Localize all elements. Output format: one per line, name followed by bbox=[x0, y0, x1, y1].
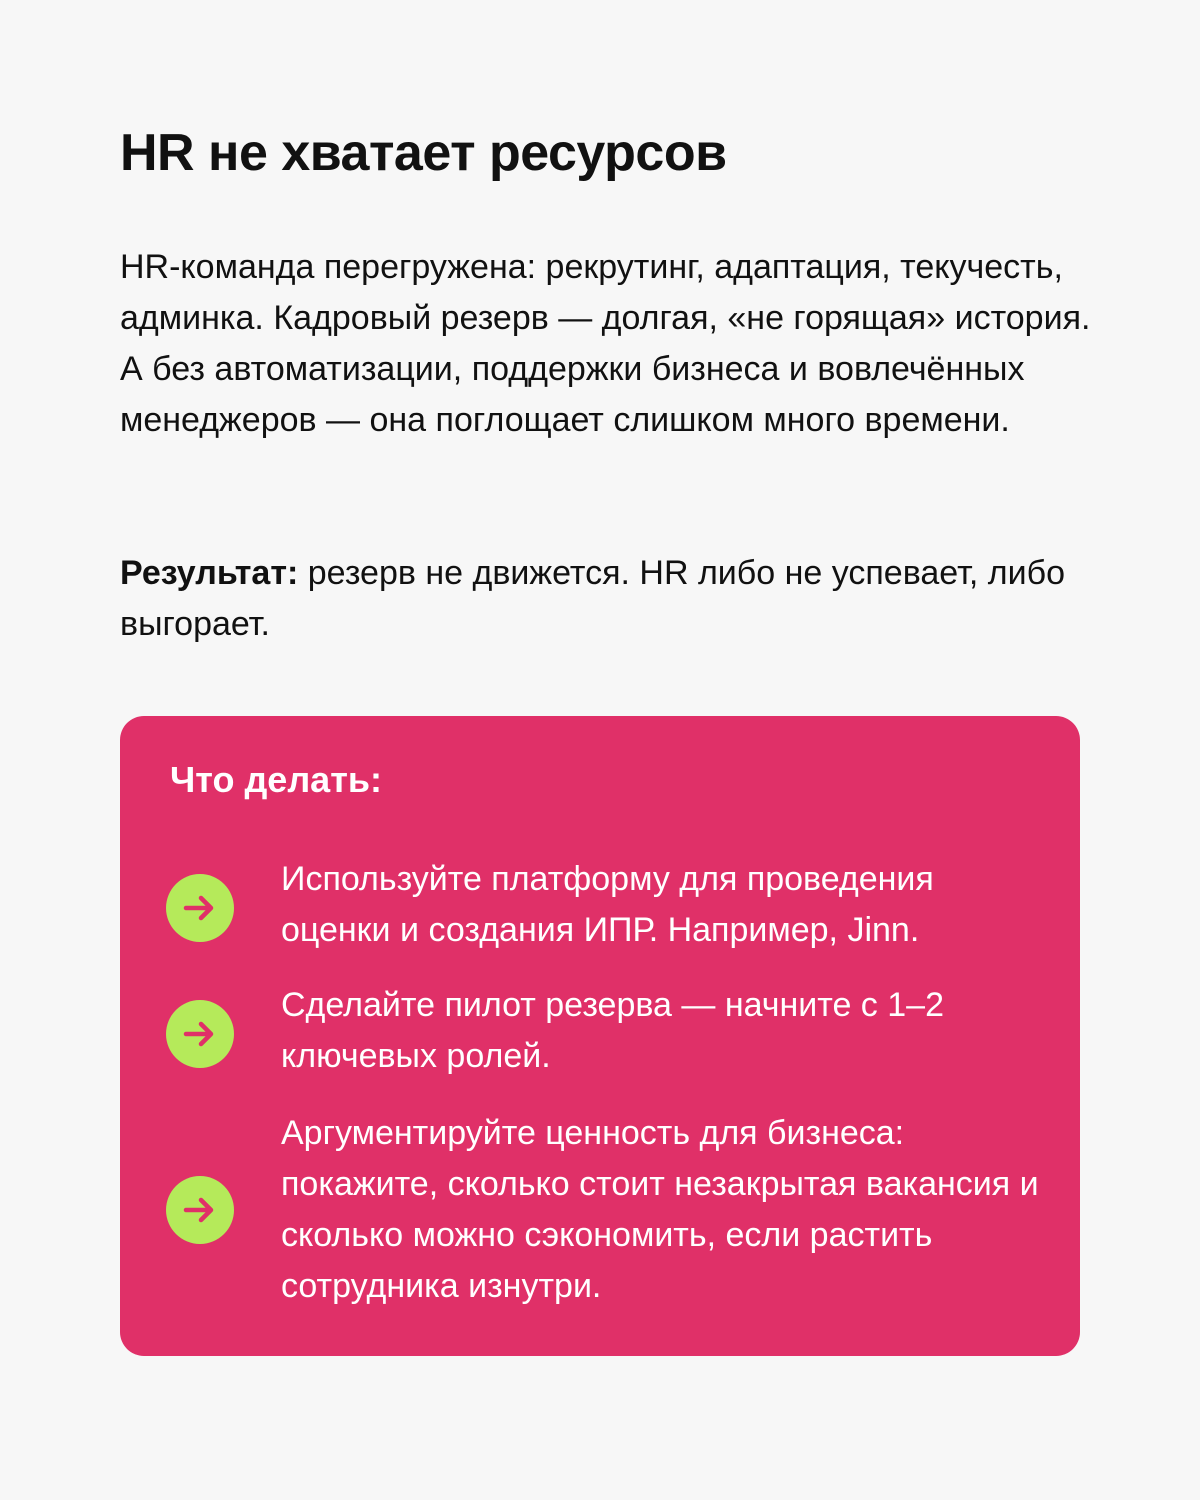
action-item-text: Аргументируйте ценность для бизнеса: покажите, сколько стоит незакрытая вакансия и сколько можно сэкономить, если растить сотрудника изнутри. bbox=[281, 1114, 1039, 1305]
action-card-title: Что делать: bbox=[170, 759, 382, 800]
arrow-right-icon bbox=[166, 1176, 234, 1244]
page-title: HR не хватает ресурсов bbox=[120, 124, 727, 182]
arrow-right-icon bbox=[166, 874, 234, 942]
action-card bbox=[120, 716, 1080, 1356]
action-item-text: Сделайте пилот резерва — начните с 1–2 ключевых ролей. bbox=[281, 986, 944, 1075]
result-text: резерв не движется. HR либо не успевает, либо выгорает. bbox=[120, 554, 1065, 643]
intro-paragraph: HR-команда перегружена: рекрутинг, адаптация, текучесть, админка. Кадровый резерв — долгая, «не горящая» история. А без автоматизации, поддержки бизнеса и вовлечённых менеджеров — она поглощает слишком много времени. bbox=[120, 248, 1091, 439]
result-paragraph bbox=[120, 548, 1110, 650]
arrow-right-icon bbox=[166, 1000, 234, 1068]
result-label: Результат: bbox=[120, 554, 299, 592]
action-item-text: Используйте платформу для проведения оценки и создания ИПР. Например, Jinn. bbox=[281, 860, 934, 949]
